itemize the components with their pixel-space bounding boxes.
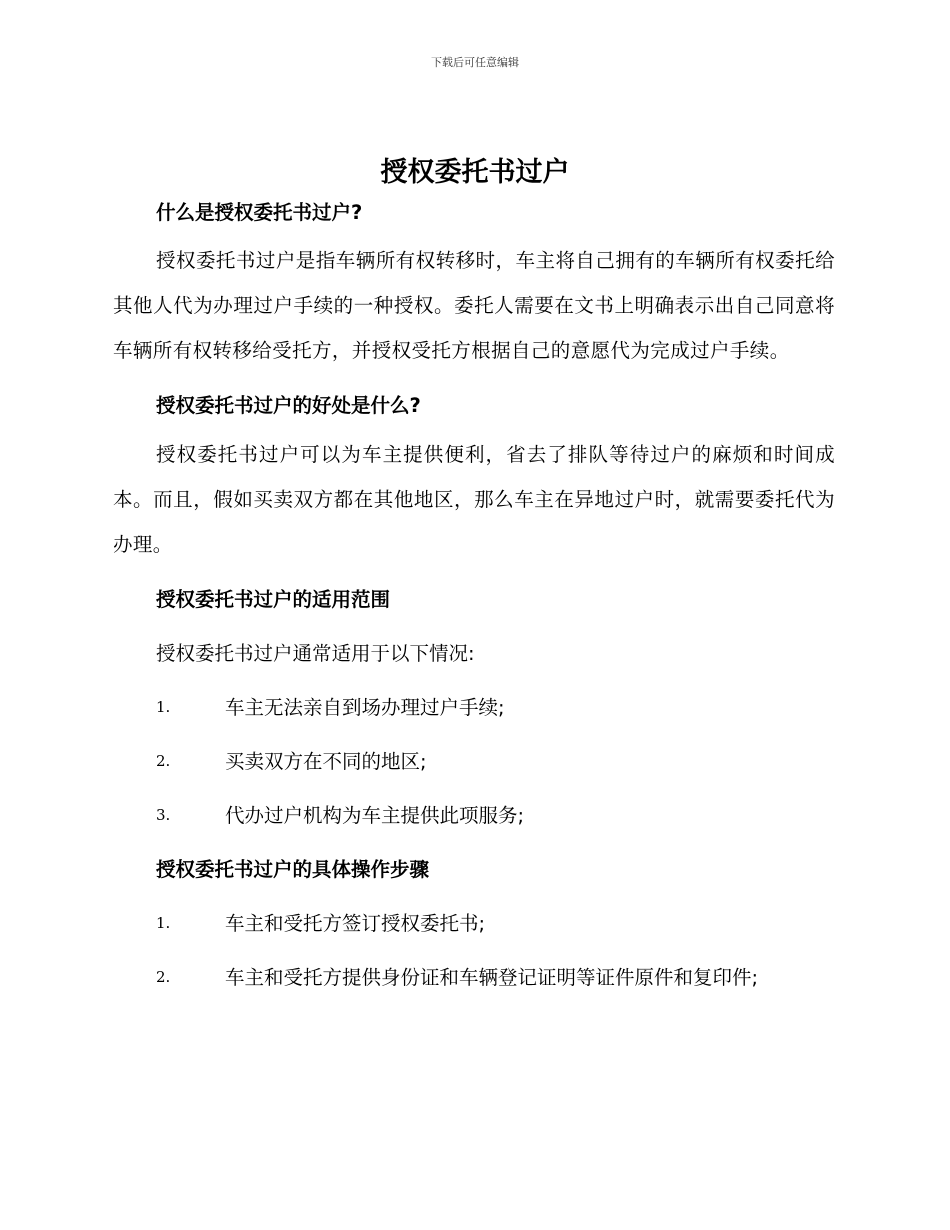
section-intro: 授权委托书过户通常适用于以下情况: — [156, 642, 475, 665]
list-item — [113, 743, 835, 797]
section-benefits — [113, 387, 835, 567]
list-item — [113, 797, 835, 851]
list-item — [113, 959, 835, 1013]
header-note: 下载后可任意编辑 — [431, 56, 519, 69]
section-definition — [113, 194, 835, 373]
list-text: 买卖双方在不同的地区; — [225, 750, 427, 773]
steps-list — [113, 905, 835, 1013]
section-heading: 什么是授权委托书过户? — [156, 201, 363, 224]
list-item — [113, 905, 835, 959]
list-text: 车主无法亲自到场办理过户手续; — [225, 696, 505, 719]
list-number: 3. — [156, 806, 171, 824]
document-title: 授权委托书过户 — [380, 157, 570, 188]
list-number: 2. — [156, 752, 171, 770]
section-heading: 授权委托书过户的具体操作步骤 — [156, 858, 430, 881]
section-scope — [113, 581, 835, 851]
list-text: 代办过户机构为车主提供此项服务; — [225, 804, 525, 827]
document-body — [113, 194, 835, 1013]
list-text: 车主和受托方提供身份证和车辆登记证明等证件原件和复印件; — [225, 966, 759, 989]
list-number: 1. — [156, 914, 171, 932]
section-paragraph: 授权委托书过户可以为车主提供便利，省去了排队等待过户的麻烦和时间成本。而且，假如买卖双方都在其他地区，那么车主在异地过户时，就需要委托代为办理。 — [113, 443, 835, 556]
list-text: 车主和受托方签订授权委托书; — [225, 912, 486, 935]
scope-list — [113, 689, 835, 851]
section-paragraph: 授权委托书过户是指车辆所有权转移时，车主将自己拥有的车辆所有权委托给其他人代为办理过户手续的一种授权。委托人需要在文书上明确表示出自己同意将车辆所有权转移给受托方，并授权受托方根据自己的意愿代为完成过户手续。 — [113, 249, 835, 362]
list-number: 2. — [156, 968, 171, 986]
section-heading: 授权委托书过户的适用范围 — [156, 588, 391, 611]
list-item — [113, 689, 835, 743]
list-number: 1. — [156, 698, 171, 716]
section-heading: 授权委托书过户的好处是什么? — [156, 394, 421, 417]
section-steps — [113, 851, 835, 1013]
